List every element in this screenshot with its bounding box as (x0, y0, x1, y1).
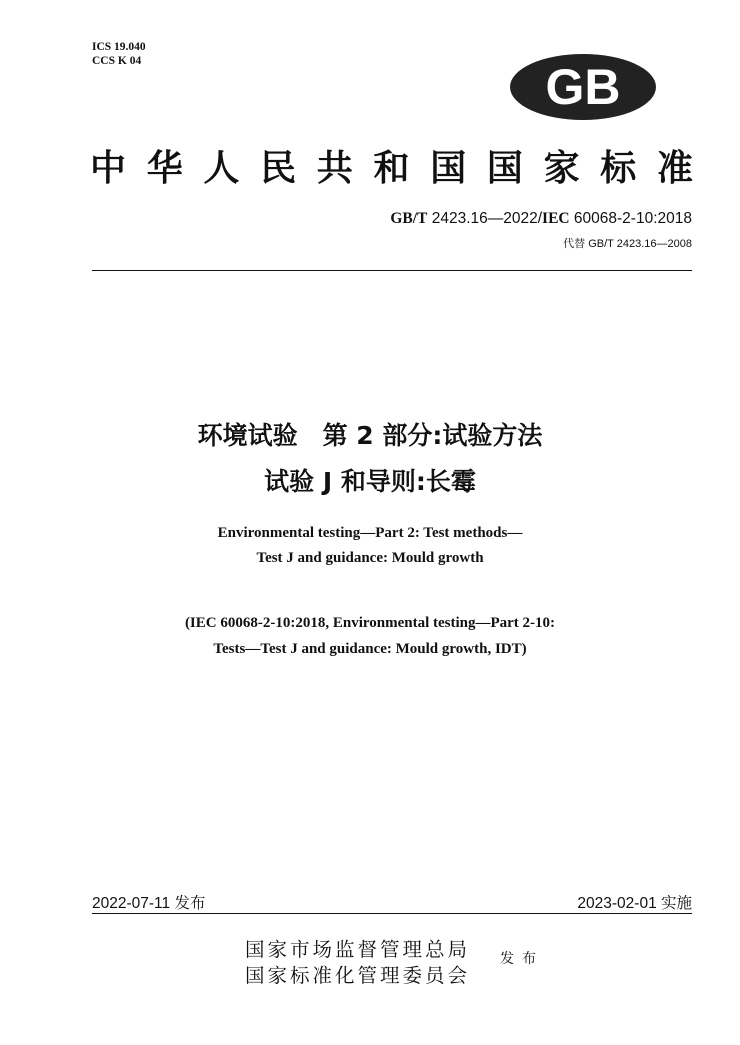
issue-date: 2022-07-11 发布 (92, 895, 206, 912)
chinese-title-line-2: 试验 J 和导则:长霉 (264, 467, 476, 496)
issuer-line-1: 国家市场监督管理总局 (245, 938, 471, 961)
english-title-line-2: Test J and guidance: Mould growth (256, 550, 484, 566)
iec-prefix: IEC (542, 210, 570, 227)
standard-number (390, 210, 692, 228)
national-standard-title: 中华人民共和国国家标准 (90, 147, 695, 189)
iec-number: 60068-2-10:2018 (569, 210, 692, 227)
ccs-code: CCS K 04 (92, 55, 142, 67)
issuer-line-2: 国家标准化管理委员会 (245, 964, 471, 987)
english-title-line-1: Environmental testing—Part 2: Test methods— (217, 525, 523, 541)
header-divider (92, 270, 692, 271)
std-number: 2423.16—2022/ (427, 210, 543, 227)
chinese-title-line-1: 环境试验 第 2 部分:试验方法 (197, 421, 543, 450)
equivalence-line-2: Tests—Test J and guidance: Mould growth, IDT) (213, 641, 527, 657)
equivalence-line-1: (IEC 60068-2-10:2018, Environmental testing—Part 2-10: (184, 615, 556, 631)
std-prefix: GB/T (390, 210, 428, 227)
implementation-date: 2023-02-01 实施 (577, 895, 692, 912)
footer-divider (92, 913, 692, 914)
ics-code: ICS 19.040 (92, 41, 146, 53)
classification-codes (92, 40, 146, 68)
replaces-note: 代替 GB/T 2423.16—2008 (563, 238, 692, 250)
gb-logo-text: GB (545, 59, 621, 115)
gb-logo (508, 52, 658, 122)
publish-label: 发布 (500, 951, 544, 967)
